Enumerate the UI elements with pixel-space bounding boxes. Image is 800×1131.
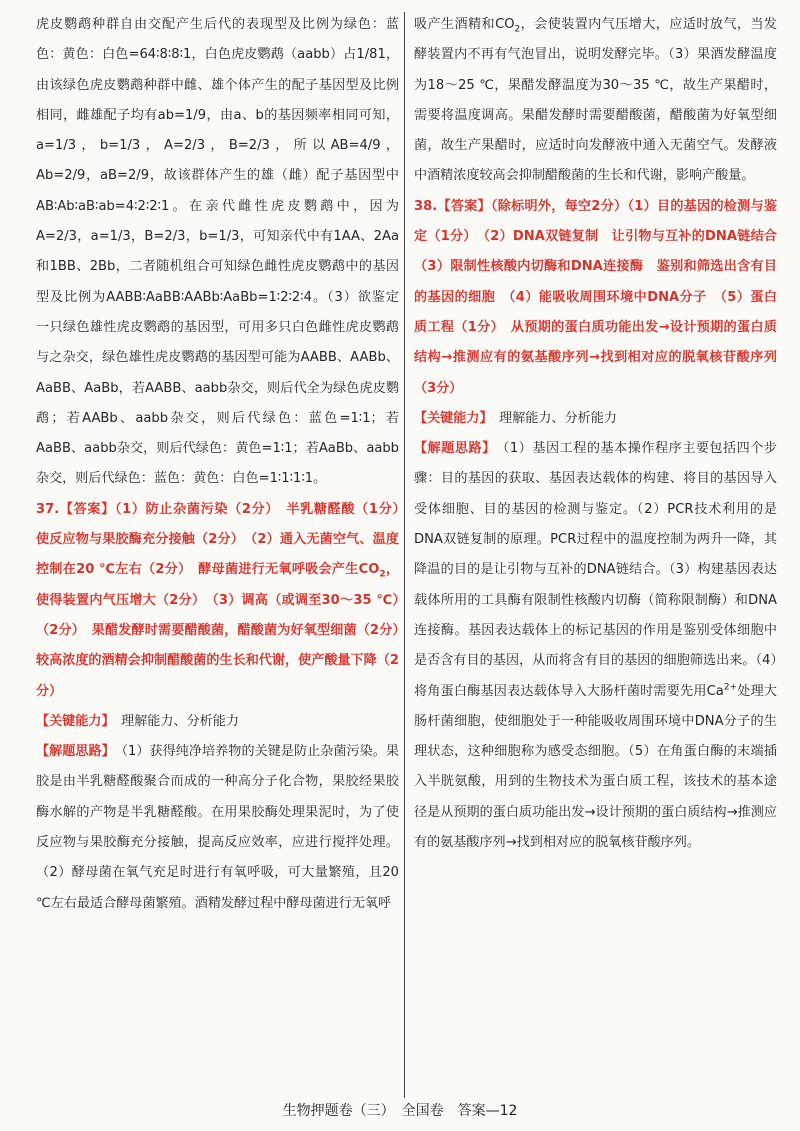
solution-idea-text-b: 处理大肠杆菌细胞，使细胞处于一种能吸收周围环境中DNA分子的生理状态，这种细胞称为感受态细胞。（5）在角蛋白酶的末端插入半胱氨酸，用到的生物技术为蛋白质工程，该技术的基本途径是从预期的蛋白质功能出发→设计预期的蛋白质结构→推测应有的氨基酸序列→找到相对应的脱氧核苷酸序列。	[414, 683, 777, 851]
q38-answer	[414, 192, 791, 404]
page-footer: 生物押题卷（三） 全国卷 答案—12	[282, 1103, 518, 1119]
key-ability-text: 理解能力、分析能力	[499, 410, 617, 426]
key-ability-label: 【关键能力】	[36, 713, 109, 729]
key-ability-text: 理解能力、分析能力	[121, 713, 239, 729]
right-paragraph-fermentation	[414, 10, 777, 192]
column-divider	[404, 12, 405, 1098]
left-paragraph-genetics: 虎皮鹦鹉种群自由交配产生后代的表现型及比例为绿色：蓝色：黄色：白色=64∶8∶8∶1，白色虎皮鹦鹉（aabb）占1/81，由该绿色虎皮鹦鹉种群中雌、雄个体产生的配子基因型及比例相同，雌雄配子均有ab=1/9，由a、b的基因频率相同可知，a=1/3，b=1/3，A=2/3，B=2/3，所以AB=4/9，Ab=2/9，aB=2/9，故该群体产生的雄（雌）配子基因型中AB∶Ab∶aB∶ab=4∶2∶2∶1。在亲代雌性虎皮鹦鹉中，因为A=2/3，a=1/3，B=2/3，b=1/3，可知亲代中有1AA、2Aa和1BB、2Bb，二者随机组合可知绿色雌性虎皮鹦鹉中的基因型及比例为AABB∶AaBB∶AABb∶AaBb=1∶2∶2∶4。（3）欲鉴定一只绿色雄性虎皮鹦鹉的基因型，可用多只白色雌性虎皮鹦鹉与之杂交，绿色雄性虎皮鹦鹉的基因型可能为AABB、AABb、AaBB、AaBb，若AABB、aabb杂交，则后代全为绿色虎皮鹦鹉；若AABb、aabb杂交，则后代绿色：蓝色=1∶1；若AaBB、aabb杂交，则后代绿色：黄色=1∶1；若AaBb、aabb杂交，则后代绿色：蓝色：黄色：白色=1∶1∶1∶1。	[36, 17, 399, 487]
solution-idea-text-a: （1）基因工程的基本操作程序主要包括四个步骤：目的基因的获取、基因表达载体的构建、将目的基因导入受体细胞、目的基因的检测与鉴定。（2）PCR技术利用的是DNA双链复制的原理。PCR过程中的温度控制为两升一降，其降温的目的是让引物与互补的DNA链结合。（3）构建基因表达载体所用的工具酶有限制性核酸内切酶（简称限制酶）和DNA连接酶。基因表达载体上的标记基因的作用是鉴别受体细胞中是否含有目的基因，从而将含有目的基因的细胞筛选出来。（4）将角蛋白酶基因表达载体导入大肠杆菌时需要先用Ca	[414, 441, 778, 699]
solution-idea-label: 【解题思路】	[414, 441, 490, 457]
right-column	[414, 10, 791, 858]
q38-key-ability	[414, 404, 777, 434]
q37-key-ability	[36, 707, 399, 737]
q38-answer-text: （除标明外，每空2分）（1）目的基因的检测与鉴定（1分） （2）DNA双链复制 让引物与互补的DNA链结合 （3）限制性核酸内切酶和DNA连接酶 鉴别和筛选出含有目的基因的细胞 （4）能吸收周围环境中DNA分子 （5）蛋白质工程（1分） 从预期的蛋白质功能出发→设计预期的蛋白质结构→推测应有的氨基酸序列→找到相对应的脱氧核苷酸序列（3分）	[414, 198, 791, 396]
q37-co2-subscript: 2	[379, 569, 386, 580]
ca-charge-superscript: 2+	[723, 682, 738, 693]
q37-solution-idea	[36, 737, 399, 919]
solution-idea-text: （1）获得纯净培养物的关键是防止杂菌污染。果胶是由半乳糖醛酸聚合而成的一种高分子化合物，果胶经果胶酶水解的产物是半乳糖醛酸。在用果胶酶处理果泥时，为了使反应物与果胶酶充分接触，提高反应效率，应进行搅拌处理。（2）酵母菌在氧气充足时进行有氧呼吸，可大量繁殖，且20 ℃左右最适合酵母菌繁殖。酒精发酵过程中酵母菌进行无氧呼	[36, 744, 400, 911]
q38-label: 38.【答案】	[414, 198, 491, 214]
q38-solution-idea	[414, 434, 777, 858]
left-column	[36, 10, 413, 919]
key-ability-label: 【关键能力】	[414, 410, 487, 426]
fermentation-text-b: ，会使装置内气压增大，应适时放气，当发酵装置内不再有气泡冒出，说明发酵完毕。（3）果酒发酵温度为18～25 ℃，果醋发酵温度为30～35 ℃，故生产果醋时，需要将温度调高。果醋发酵时需要醋酸菌，醋酸菌为好氧型细菌，故生产果醋时，应适时向发酵液中通入无菌空气。发酵液中酒精浓度较高会抑制醋酸菌的生长和代谢，影响产酸量。	[414, 17, 778, 184]
q37-label: 37.【答案】	[36, 501, 115, 517]
solution-idea-label: 【解题思路】	[36, 744, 109, 760]
q37-answer	[36, 495, 413, 707]
fermentation-text-a: 吸产生酒精和CO	[414, 17, 515, 32]
q37-answer-text-a: （1）防止杂菌污染（2分） 半乳糖醛酸（1分） 使反应物与果胶酶充分接触（2分） （2）通入无菌空气、温度控制在20 ℃左右（2分） 酵母菌进行无氧呼吸会产生CO	[36, 501, 413, 578]
q37-answer-text-b: ，使得装置内气压增大（2分） （3）调高（或调至30～35 ℃）（2分） 果醋发酵时需要醋酸菌，醋酸菌为好氧型细菌（2分） 较高浓度的酒精会抑制醋酸菌的生长和代谢，使产酸量下降（2分）	[36, 562, 413, 699]
co2-subscript: 2	[514, 24, 521, 35]
